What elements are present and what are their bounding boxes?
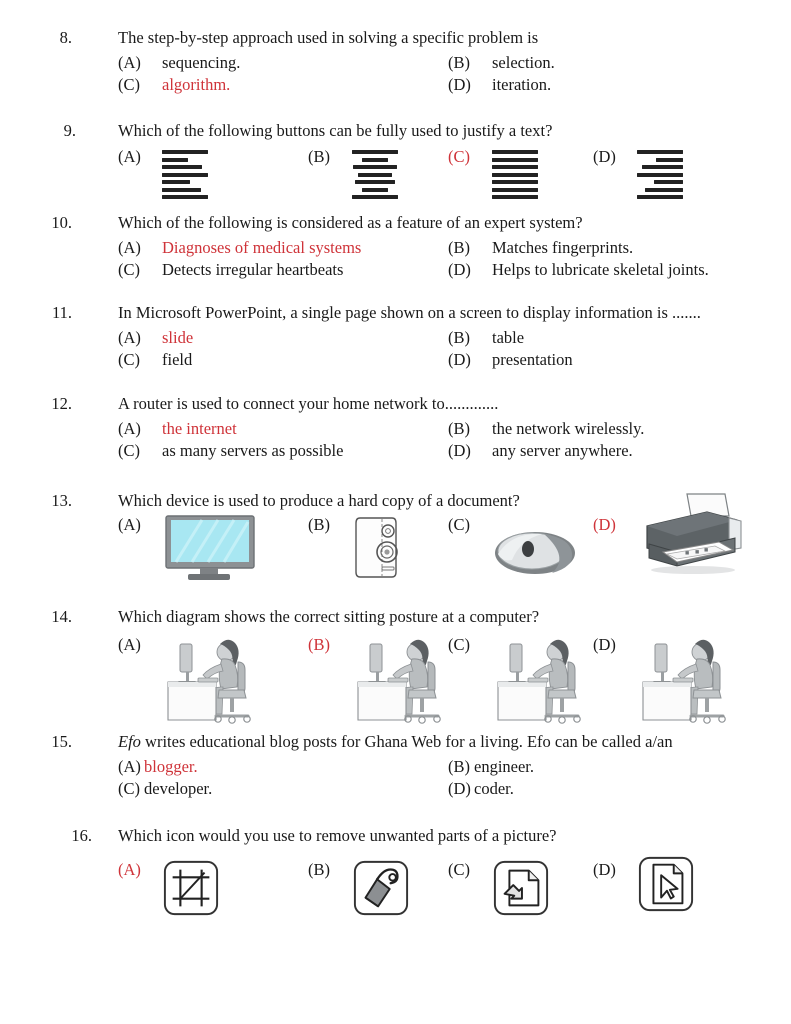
question-16	[0, 825, 791, 917]
option-label: (B)	[448, 53, 470, 72]
option-text: Helps to lubricate skeletal joints.	[492, 260, 709, 279]
sitting-posture-icon[interactable]	[492, 634, 604, 726]
option-text: algorithm.	[162, 75, 231, 94]
option-b[interactable]	[308, 859, 448, 917]
question-10	[0, 212, 791, 281]
question-9	[0, 120, 791, 199]
option-d[interactable]	[448, 259, 778, 281]
option-label: (C)	[118, 75, 140, 94]
question-stem: Which diagram shows the correct sitting posture at a computer?	[118, 607, 540, 626]
question-14	[0, 606, 791, 726]
option-label: (A)	[118, 238, 141, 257]
option-a[interactable]	[118, 327, 448, 349]
question-13	[0, 490, 791, 582]
option-c[interactable]	[118, 74, 448, 96]
option-d[interactable]	[448, 440, 778, 462]
option-label: (C)	[118, 441, 140, 460]
option-label: (C)	[448, 635, 470, 654]
option-text: as many servers as possible	[162, 441, 344, 460]
option-label: (D)	[448, 779, 471, 798]
option-b[interactable]	[448, 237, 778, 259]
option-label: (A)	[118, 147, 141, 166]
svg-text:■: ■	[695, 549, 700, 556]
option-list	[118, 237, 791, 281]
option-d[interactable]	[593, 514, 745, 578]
option-label: (A)	[118, 635, 141, 654]
option-label: (A)	[118, 328, 141, 347]
option-list	[118, 418, 791, 462]
option-text: iteration.	[492, 75, 552, 94]
svg-text:■: ■	[704, 547, 709, 554]
option-a[interactable]	[118, 859, 308, 917]
option-label: (C)	[448, 860, 470, 879]
option-list	[118, 52, 791, 96]
option-b[interactable]	[448, 756, 778, 778]
option-label: (D)	[448, 350, 471, 369]
option-text: any server anywhere.	[492, 441, 633, 460]
option-text: blogger.	[144, 757, 198, 776]
question-stem	[118, 731, 791, 753]
sitting-posture-icon[interactable]	[162, 634, 274, 726]
question-number: 12.	[51, 394, 72, 413]
option-label: (A)	[118, 53, 141, 72]
question-stem: A router is used to connect your home network to.............	[118, 394, 499, 413]
question-number: 11.	[51, 303, 72, 322]
option-text: slide	[162, 328, 194, 347]
option-c[interactable]	[118, 259, 448, 281]
option-b[interactable]	[448, 52, 778, 74]
option-a[interactable]	[118, 418, 448, 440]
question-11	[0, 302, 791, 371]
align-justify-icon[interactable]	[492, 146, 538, 199]
option-a[interactable]	[118, 514, 308, 582]
option-d[interactable]	[448, 778, 778, 800]
option-a[interactable]	[118, 237, 448, 259]
question-number: 9.	[63, 121, 76, 140]
option-label: (C)	[118, 779, 140, 798]
option-d[interactable]	[448, 74, 778, 96]
option-d[interactable]	[593, 634, 749, 726]
option-text: table	[492, 328, 525, 347]
paste-document-icon[interactable]	[492, 859, 550, 917]
option-text: coder.	[474, 779, 514, 798]
option-label: (B)	[308, 635, 330, 654]
question-number: 16.	[71, 826, 92, 845]
option-label: (C)	[448, 147, 470, 166]
option-text: the internet	[162, 419, 237, 438]
option-text: selection.	[492, 53, 555, 72]
option-c[interactable]	[448, 634, 593, 726]
question-15	[0, 731, 791, 800]
option-text: engineer.	[474, 757, 535, 776]
option-label: (A)	[118, 515, 141, 534]
option-label: (B)	[308, 147, 330, 166]
mouse-icon[interactable]	[492, 514, 578, 578]
option-c[interactable]	[448, 859, 593, 917]
option-text: developer.	[144, 779, 213, 798]
option-label: (D)	[593, 515, 616, 534]
option-label: (D)	[593, 147, 616, 166]
option-label: (D)	[448, 260, 471, 279]
align-left-icon[interactable]	[162, 146, 208, 199]
question-stem: Which icon would you use to remove unwanted parts of a picture?	[118, 826, 557, 845]
question-stem: Which device is used to produce a hard copy of a document?	[118, 491, 520, 510]
option-label: (B)	[448, 328, 470, 347]
option-c[interactable]	[118, 349, 448, 371]
option-a[interactable]	[118, 634, 308, 726]
option-label: (D)	[593, 635, 616, 654]
option-d[interactable]	[593, 859, 695, 913]
option-label: (D)	[448, 75, 471, 94]
option-c[interactable]	[118, 778, 448, 800]
option-label: (B)	[308, 515, 330, 534]
option-label: (B)	[448, 238, 470, 257]
question-stem: In Microsoft PowerPoint, a single page shown on a screen to display information is .......	[118, 303, 701, 322]
option-text: Detects irregular heartbeats	[162, 260, 344, 279]
option-label: (A)	[118, 419, 141, 438]
align-right-icon[interactable]	[637, 146, 683, 199]
question-stem: Which of the following is considered as a feature of an expert system?	[118, 213, 583, 232]
svg-text:■: ■	[685, 550, 690, 557]
option-text: presentation	[492, 350, 573, 369]
option-label: (D)	[448, 441, 471, 460]
monitor-icon[interactable]	[162, 514, 258, 582]
option-text: the network wirelessly.	[492, 419, 645, 438]
option-c[interactable]	[448, 514, 593, 578]
question-8	[0, 27, 791, 96]
option-text: sequencing.	[162, 53, 241, 72]
option-b[interactable]	[448, 418, 778, 440]
option-b[interactable]	[448, 327, 778, 349]
question-stem: Which of the following buttons can be fully used to justify a text?	[118, 121, 553, 140]
option-c[interactable]	[448, 146, 593, 199]
option-d[interactable]	[448, 349, 778, 371]
option-b[interactable]	[308, 146, 448, 199]
select-document-icon[interactable]	[637, 855, 695, 913]
option-c[interactable]	[118, 440, 448, 462]
option-label: (C)	[118, 350, 140, 369]
option-label: (C)	[448, 515, 470, 534]
option-label: (B)	[448, 757, 470, 776]
question-number: 13.	[51, 491, 72, 510]
option-label: (B)	[308, 860, 330, 879]
option-text: Matches fingerprints.	[492, 238, 634, 257]
format-painter-icon[interactable]	[352, 859, 410, 917]
option-a[interactable]	[118, 52, 448, 74]
sitting-posture-icon[interactable]	[637, 634, 749, 726]
crop-tool-icon[interactable]	[162, 859, 220, 917]
question-12	[0, 393, 791, 462]
question-number: 10.	[51, 213, 72, 232]
question-stem-rest: writes educational blog posts for Ghana Web for a living. Efo can be called a/an	[140, 732, 673, 751]
option-d[interactable]	[593, 146, 683, 199]
option-a[interactable]	[118, 146, 308, 199]
option-list	[118, 327, 791, 371]
option-text: Diagnoses of medical systems	[162, 238, 362, 257]
align-center-icon[interactable]	[352, 146, 398, 199]
option-label: (B)	[448, 419, 470, 438]
option-label: (C)	[118, 260, 140, 279]
option-label: (D)	[593, 860, 616, 879]
option-label: (A)	[118, 757, 141, 776]
option-text: field	[162, 350, 193, 369]
option-b[interactable]	[308, 514, 448, 582]
question-number: 14.	[51, 607, 72, 626]
option-a[interactable]	[118, 756, 448, 778]
option-label: (A)	[118, 860, 141, 879]
computer-tower-icon[interactable]	[352, 514, 404, 582]
question-number: 8.	[59, 28, 72, 47]
option-b[interactable]	[308, 634, 448, 726]
question-stem-italic: Efo	[118, 732, 141, 751]
printer-icon[interactable]	[637, 492, 745, 578]
question-stem: The step-by-step approach used in solving a specific problem is	[118, 28, 539, 47]
option-list	[118, 756, 791, 800]
question-number: 15.	[51, 732, 72, 751]
